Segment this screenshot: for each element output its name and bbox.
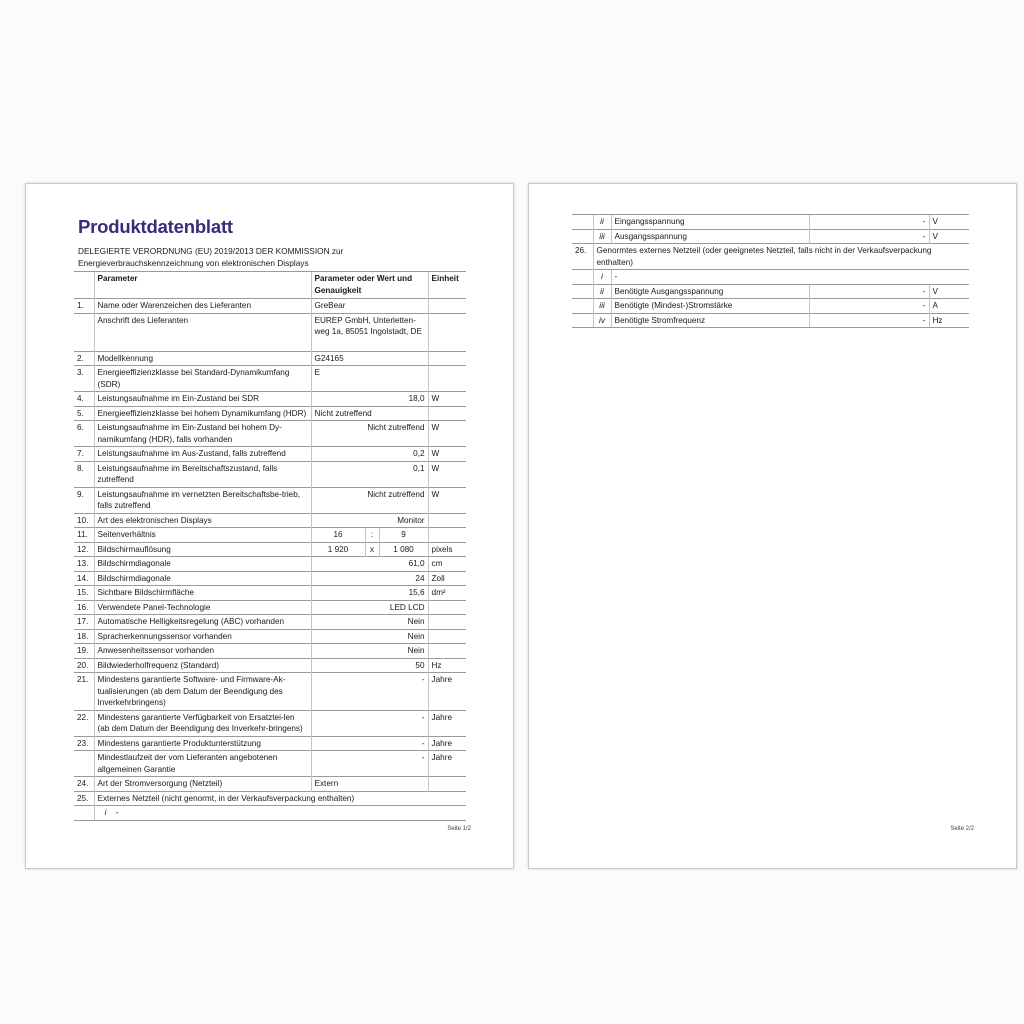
table-row: Mindestlaufzeit der vom Lieferanten angebotenen allgemeinen Garantie - Jahre	[74, 751, 466, 777]
table-row: 4. Leistungsaufnahme im Ein-Zustand bei SDR 18,0 W	[74, 392, 466, 407]
table-row: 15. Sichtbare Bildschirmfläche 15,6 dm²	[74, 586, 466, 601]
table-row: iv Benötigte Stromfrequenz - Hz	[572, 313, 969, 328]
table-row: 24. Art der Stromversorgung (Netzteil) Extern	[74, 777, 466, 792]
table-row: 5. Energieeffizienzklasse bei hohem Dynamikumfang (HDR) Nicht zutreffend	[74, 406, 466, 421]
table-row: 23. Mindestens garantierte Produktunterstützung - Jahre	[74, 736, 466, 751]
document-title: Produktdatenblatt	[78, 216, 233, 237]
table-row: Anschrift des Lieferanten EUREP GmbH, Unterletten-weg 1a, 85051 Ingolstadt, DE	[74, 313, 466, 351]
table-row: 14. Bildschirmdiagonale 24 Zoll	[74, 571, 466, 586]
table-row: 12. Bildschirmauflösung 1 920 x 1 080 pixels	[74, 542, 466, 557]
table-row: 3. Energieeffizienzklasse bei Standard-Dynamikumfang (SDR) E	[74, 366, 466, 392]
table-row: 25. Externes Netzteil (nicht genormt, in der Verkaufsverpackung enthalten)	[74, 791, 466, 806]
table-row: iii Ausgangsspannung - V	[572, 229, 969, 244]
table-row: ii Eingangsspannung - V	[572, 215, 969, 230]
table-row: i -	[74, 806, 466, 821]
table-row: 6. Leistungsaufnahme im Ein-Zustand bei hohem Dy-namikumfang (HDR), falls vorhanden Nicht zutreffend W	[74, 421, 466, 447]
table-row: 22. Mindestens garantierte Verfügbarkeit von Ersatztei-len (ab dem Datum der Beendigung des Inverkehr-bringens) - Jahre	[74, 710, 466, 736]
table-row: 16. Verwendete Panel-Technologie LED LCD	[74, 600, 466, 615]
product-data-table-continued	[572, 214, 969, 328]
header-parameter: Parameter	[94, 272, 311, 299]
table-row: 13. Bildschirmdiagonale 61,0 cm	[74, 557, 466, 572]
table-row: 18. Spracherkennungssensor vorhanden Nein	[74, 629, 466, 644]
regulation-line-2: Energieverbrauchskennzeichnung von elektronischen Displays	[78, 258, 309, 268]
table-row: 11. Seitenverhältnis 16 : 9	[74, 528, 466, 543]
page-1	[25, 183, 514, 869]
table-row: 21. Mindestens garantierte Software- und Firmware-Ak-tualisierungen (ab dem Datum der Beendigung des Inverkehrbringens) - Jahre	[74, 673, 466, 711]
table-row: 19. Anwesenheitssensor vorhanden Nein	[74, 644, 466, 659]
table-row: ii Benötigte Ausgangsspannung - V	[572, 284, 969, 299]
page-2-footer: Seite 2/2	[950, 826, 974, 832]
table-row: 2. Modellkennung G24165	[74, 351, 466, 366]
page-1-footer: Seite 1/2	[447, 826, 471, 832]
table-row: iii Benötigte (Mindest-)Stromstärke - A	[572, 299, 969, 314]
table-row: 26. Genormtes externes Netzteil (oder geeignetes Netzteil, falls nicht in der Verkaufsverpackung enthalten)	[572, 244, 969, 270]
table-row: 17. Automatische Helligkeitsregelung (ABC) vorhanden Nein	[74, 615, 466, 630]
header-unit: Einheit	[428, 272, 466, 299]
header-value: Parameter oder Wert und Genauigkeit	[311, 272, 428, 299]
table-row: 8. Leistungsaufnahme im Bereitschaftszustand, falls zutreffend 0,1 W	[74, 461, 466, 487]
table-row: 20. Bildwiederholfrequenz (Standard) 50 Hz	[74, 658, 466, 673]
table-row: i -	[572, 270, 969, 285]
page-2	[528, 183, 1017, 869]
table-header-row	[74, 272, 466, 299]
table-row: 9. Leistungsaufnahme im vernetzten Bereitschaftsbe-trieb, falls zutreffend Nicht zutreffend W	[74, 487, 466, 513]
regulation-line-1: DELEGIERTE VERORDNUNG (EU) 2019/2013 DER KOMMISSION zur	[78, 246, 344, 256]
table-row: 7. Leistungsaufnahme im Aus-Zustand, falls zutreffend 0,2 W	[74, 447, 466, 462]
product-data-table	[74, 271, 466, 821]
table-row: 10. Art des elektronischen Displays Monitor	[74, 513, 466, 528]
table-row: 1. Name oder Warenzeichen des Lieferanten GreBear	[74, 299, 466, 314]
